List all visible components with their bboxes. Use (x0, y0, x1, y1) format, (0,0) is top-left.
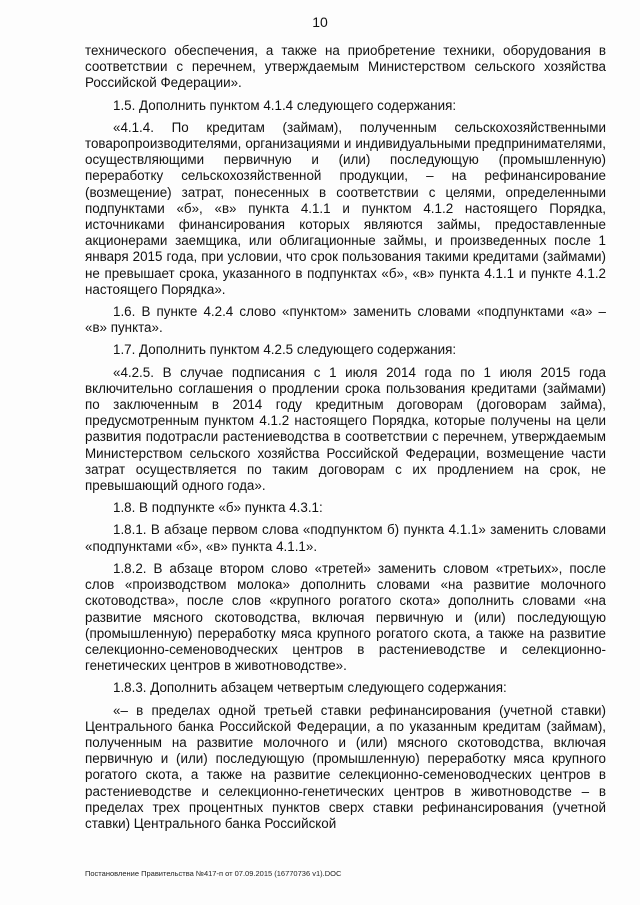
page-number: 10 (312, 14, 328, 30)
paragraph-1-8-2: 1.8.2. В абзаце втором слово «третей» заменить словом «третьих», после слов «производством молока» дополнить словами «на развитие молочного скотоводства», после слов «крупного рогатого скота» дополнить словами «на развитие мясного скотоводства, включая первичную и (или) последующую (промышленную) переработку мяса крупного рогатого скота, а также на развитие селекционно-семеноводческих центров в растениеводстве и селекционно-генетических центров в животноводстве». (85, 560, 606, 674)
paragraph-4-2-5: «4.2.5. В случае подписания с 1 июля 2014 года по 1 июля 2015 года включительно соглашения о продлении срока пользования кредитами (займами) по заключенным в 2014 году кредитным договорам (договорам займа), предусмотренным пунктом 4.1.2 настоящего Порядка, которые получены на цели развития подотрасли растениеводства в соответствии с перечнем, утверждаемым Министерством сельского хозяйства Российской Федерации, возмещение части затрат осуществляется по таким договорам с их продлением на срок, не превышающий одного года». (85, 364, 606, 494)
paragraph-4-1-4: «4.1.4. По кредитам (займам), полученным сельскохозяйственными товаропроизводителями, организациями и индивидуальными предпринимателями, осуществляющими первичную и (или) последующую (промышленную) переработку сельскохозяйственной продукции, – на рефинансирование (возмещение) затрат, понесенных в соответствии с целями, определенными подпунктами «б», «в» пункта 4.1.1 и пунктом 4.1.2 настоящего Порядка, источниками финансирования которых являются займы, предоставленные акционерами заемщика, или облигационные займы, и произведенных после 1 января 2015 года, при условии, что срок пользования такими кредитами (займами) не превышает срока, указанного в подпунктах «б», «в» пункта 4.1.1 и пункте 4.1.2 настоящего Порядка». (85, 119, 606, 297)
paragraph-1-8-3: 1.8.3. Дополнить абзацем четвертым следующего содержания: (113, 680, 507, 696)
document-body (85, 43, 606, 838)
paragraph-quoted-addition: «– в пределах одной третьей ставки рефинансирования (учетной ставки) Центрального банка Российской Федерации, а по указанным кредитам (займам), полученным на развитие молочного и (или) мясного скотоводства, включая первичную и (или) последующую (промышленную) переработку мяса крупного рогатого скота, а также на развитие селекционно-семеноводческих центров в растениеводстве и селекционно-генетических центров в животноводстве – в пределах трех процентных пунктов сверх ставки рефинансирования (учетной ставки) Центрального банка Российской (85, 702, 606, 831)
paragraph-1-8-1: 1.8.1. В абзаце первом слова «подпунктом б) пункта 4.1.1» заменить словами «подпунктами «б», «в» пункта 4.1.1». (85, 522, 606, 554)
paragraph-1-7: 1.7. Дополнить пунктом 4.2.5 следующего содержания: (113, 342, 457, 358)
paragraph-continuation: технического обеспечения, а также на приобретение техники, оборудования в соответствии с перечнем, утверждаемым Министерством сельского хозяйства Российской Федерации». (85, 43, 606, 91)
document-footer: Постановление Правительства №417-п от 07.09.2015 (16770736 v1).DOC (85, 869, 342, 878)
paragraph-1-6: 1.6. В пункте 4.2.4 слово «пунктом» заменить словами «подпунктами «а» – «в» пункта». (85, 304, 606, 336)
paragraph-1-8: 1.8. В подпункте «б» пункта 4.3.1: (113, 500, 323, 516)
paragraph-1-5: 1.5. Дополнить пунктом 4.1.4 следующего содержания: (113, 97, 457, 113)
